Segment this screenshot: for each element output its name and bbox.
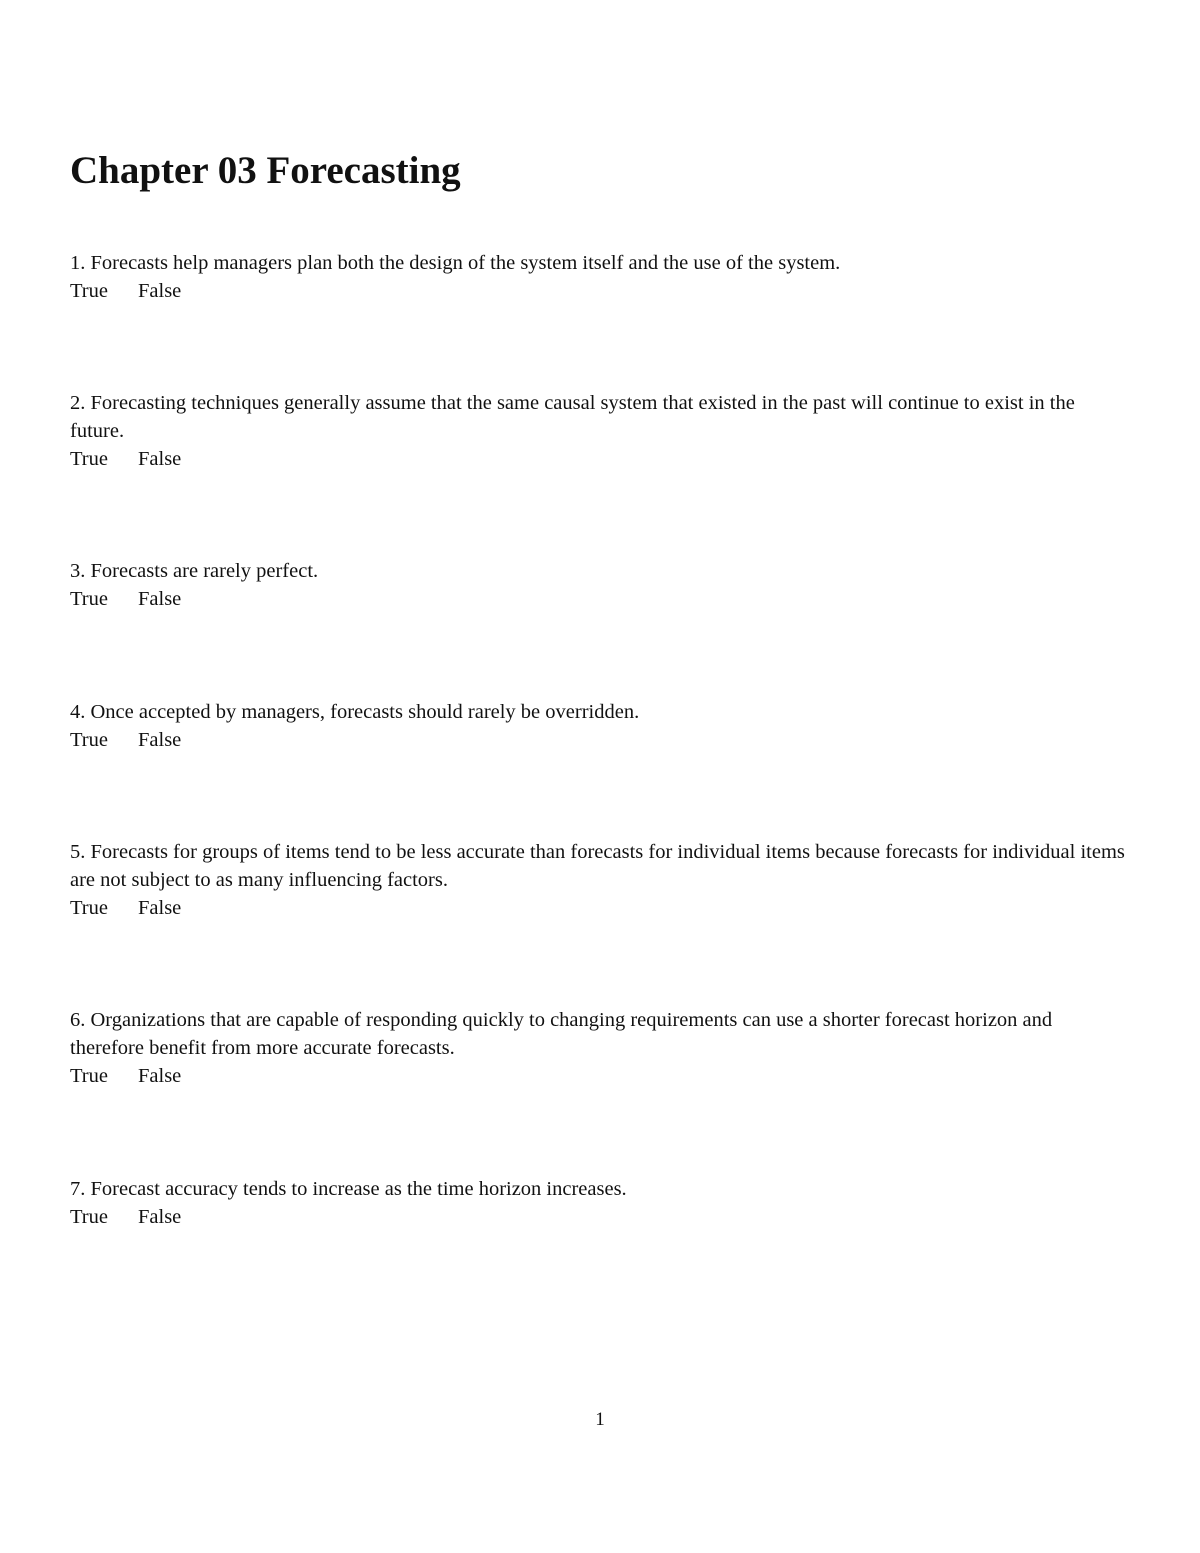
question-text: 1. Forecasts help managers plan both the design of the system itself and the use of the system. (70, 252, 841, 274)
answer-options (70, 445, 1130, 473)
answer-options (70, 1203, 1130, 1231)
question-text: 2. Forecasting techniques generally assume that the same causal system that existed in the past will continue to exist in the future. (70, 392, 1075, 442)
option-false[interactable]: False (138, 280, 182, 302)
question-text: 4. Once accepted by managers, forecasts should rarely be overridden. (70, 701, 640, 723)
question-3 (70, 557, 1130, 613)
option-true[interactable]: True (70, 588, 108, 610)
option-true[interactable]: True (70, 448, 108, 470)
page-number: 1 (595, 1409, 605, 1430)
option-false[interactable]: False (138, 1065, 182, 1087)
chapter-title: Chapter 03 Forecasting (70, 149, 461, 192)
option-false[interactable]: False (138, 897, 182, 919)
option-false[interactable]: False (138, 448, 182, 470)
option-true[interactable]: True (70, 897, 108, 919)
answer-options (70, 277, 1130, 305)
answer-options (70, 894, 1130, 922)
question-4 (70, 698, 1130, 754)
answer-options (70, 585, 1130, 613)
question-6 (70, 1006, 1130, 1090)
option-false[interactable]: False (138, 729, 182, 751)
option-false[interactable]: False (138, 588, 182, 610)
question-2 (70, 389, 1130, 473)
option-true[interactable]: True (70, 1065, 108, 1087)
question-text: 6. Organizations that are capable of responding quickly to changing requirements can use a shorter forecast horizon and therefore benefit from more accurate forecasts. (70, 1009, 1053, 1059)
question-text: 5. Forecasts for groups of items tend to be less accurate than forecasts for individual items because forecasts for individual items are not subject to as many influencing factors. (70, 841, 1125, 891)
option-true[interactable]: True (70, 729, 108, 751)
question-7 (70, 1175, 1130, 1231)
option-false[interactable]: False (138, 1206, 182, 1228)
option-true[interactable]: True (70, 280, 108, 302)
question-1 (70, 249, 1130, 305)
option-true[interactable]: True (70, 1206, 108, 1228)
question-5 (70, 838, 1130, 922)
question-text: 7. Forecast accuracy tends to increase as the time horizon increases. (70, 1178, 627, 1200)
answer-options (70, 1062, 1130, 1090)
answer-options (70, 726, 1130, 754)
question-text: 3. Forecasts are rarely perfect. (70, 560, 319, 582)
